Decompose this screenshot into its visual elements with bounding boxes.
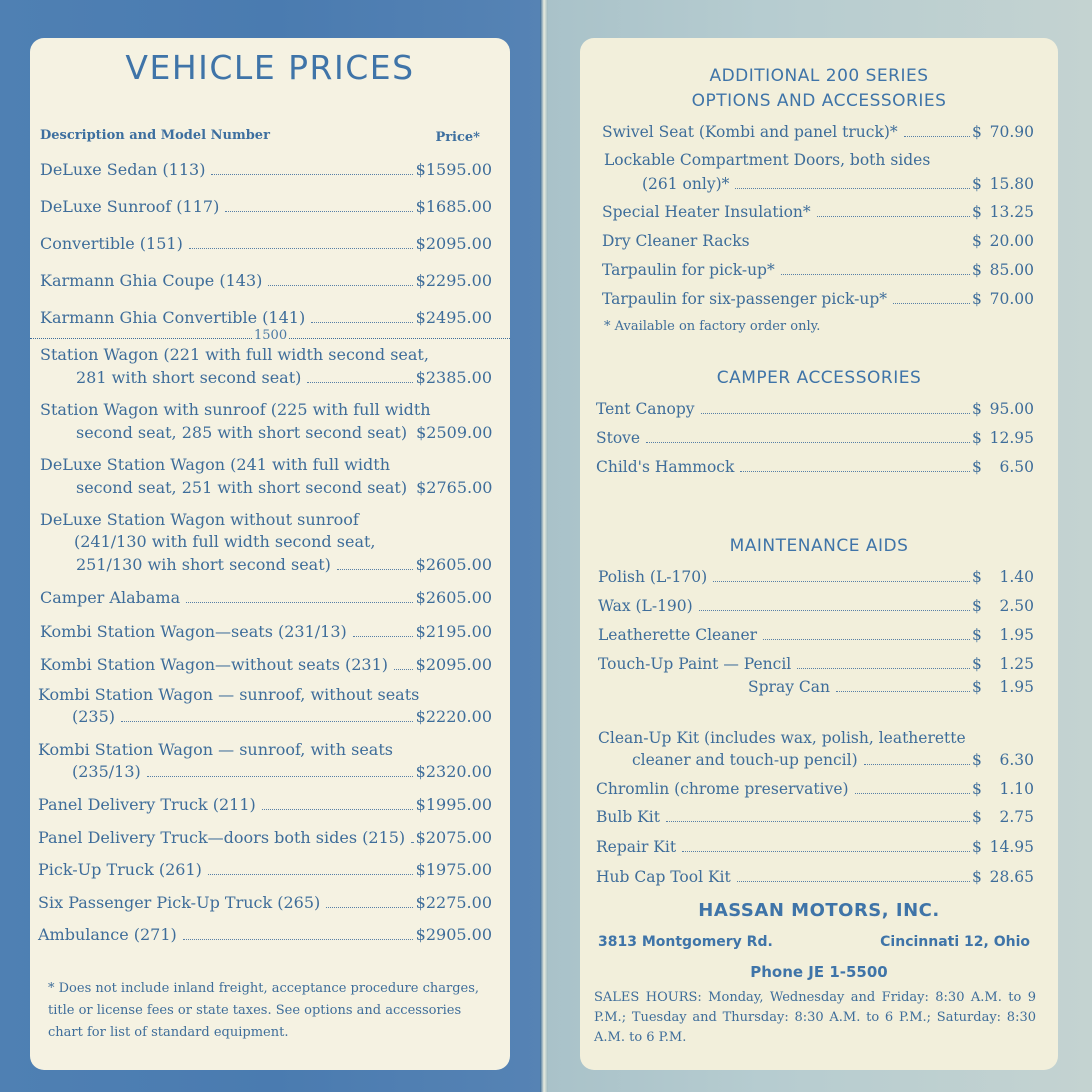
price-row [76, 368, 492, 387]
options-footnote: * Available on factory order only. [604, 319, 821, 334]
item-label-line3: 251/130 wih short second seat) [76, 555, 331, 574]
maintenance-price: 1.25 [999, 655, 1034, 673]
price-row [72, 707, 492, 726]
maintenance-label: Polish (L-170) [598, 568, 708, 586]
price-row [40, 234, 492, 253]
kit-price: 1.10 [999, 780, 1034, 798]
dealer-address: 3813 Montgomery Rd. [598, 934, 773, 950]
item-price: $2075.00 [415, 828, 492, 847]
maintenance-price: 1.40 [999, 568, 1034, 586]
maintenance-row: Leatherette Cleaner $ 1.95 [598, 626, 1034, 644]
item-label: Six Passenger Pick-Up Truck (265) [38, 893, 321, 912]
option-label-line1: Lockable Compartment Doors, both sides [604, 151, 931, 169]
price-row [38, 860, 492, 879]
price-row [40, 197, 492, 216]
item-price: $2495.00 [415, 308, 492, 327]
kit-price: 6.30 [999, 751, 1034, 769]
price-row [40, 622, 492, 641]
kit-label: Chromlin (chrome preservative) [596, 780, 849, 798]
option-label: Dry Cleaner Racks [602, 232, 750, 250]
item-price: $1595.00 [415, 160, 492, 179]
kit-price: 2.75 [999, 808, 1034, 826]
item-price: $2605.00 [415, 588, 492, 607]
kit-label: Hub Cap Tool Kit [596, 868, 731, 886]
price-row [38, 893, 492, 912]
maintenance-price: 1.95 [999, 678, 1034, 696]
maintenance-row: Polish (L-170) $ 1.40 [598, 568, 1034, 586]
kit-label: Repair Kit [596, 838, 677, 856]
option-price: 20.00 [989, 232, 1034, 250]
item-label: Karmann Ghia Coupe (143) [40, 271, 263, 290]
camper-price: 12.95 [989, 429, 1034, 447]
option-row: Tarpaulin for six-passenger pick-up* $ 70.00 [602, 290, 1034, 308]
kit-row: Bulb Kit $ 2.75 [596, 808, 1034, 826]
column-header-description: Description and Model Number [40, 128, 270, 143]
option-row: Tarpaulin for pick-up* $ 85.00 [602, 261, 1034, 279]
kit-price: 14.95 [989, 838, 1034, 856]
options-title-line2: OPTIONS AND ACCESSORIES [691, 91, 947, 111]
sales-hours: SALES HOURS: Monday, Wednesday and Friday: 8:30 A.M. to 9 P.M.; Tuesday and Thursday: 8:30 A.M. to 6 P.M.; Saturday: 8:30 A.M. to 6 P.M. [594, 990, 1036, 1045]
price-row [40, 308, 492, 327]
item-price: $1975.00 [415, 860, 492, 879]
item-label: Kombi Station Wagon—without seats (231) [40, 655, 389, 674]
item-price: $2195.00 [415, 622, 492, 641]
price-row [40, 655, 492, 674]
option-row: Special Heater Insulation* $ 13.25 [602, 203, 1034, 221]
item-label: Kombi Station Wagon—seats (231/13) [40, 622, 347, 641]
vehicle-prices-panel [30, 38, 510, 1070]
item-label-line1: DeLuxe Station Wagon (241 with full width [40, 455, 390, 474]
option-label: Special Heater Insulation* [602, 203, 811, 221]
price-row [38, 925, 492, 944]
option-label: Swivel Seat (Kombi and panel truck)* [602, 123, 898, 141]
item-price: $1685.00 [415, 197, 492, 216]
footnote: * Does not include inland freight, acceptance procedure charges, title or license fees or state taxes. See options and accessories chart for list of standard equipment. [48, 981, 480, 1040]
camper-price: 6.50 [999, 458, 1034, 476]
divider-note: 1500 [254, 328, 288, 343]
item-label-line1: Station Wagon with sunroof (225 with full width [40, 400, 431, 419]
camper-label: Child's Hammock [596, 458, 735, 476]
item-label-line2: (235/13) [72, 762, 141, 781]
item-label-line2: 281 with short second seat) [76, 368, 302, 387]
item-price: $2275.00 [415, 893, 492, 912]
kit-row: Chromlin (chrome preservative) $ 1.10 [596, 780, 1034, 798]
item-price: $2605.00 [415, 555, 492, 574]
item-price: $2385.00 [415, 368, 492, 387]
maintenance-row: Spray Can $ 1.95 [748, 678, 1034, 696]
camper-row: Tent Canopy $ 95.00 [596, 400, 1034, 418]
page-fold [540, 0, 548, 1092]
kit-label-line2: cleaner and touch-up pencil) [632, 751, 858, 769]
price-row [40, 271, 492, 290]
item-label: Panel Delivery Truck (211) [38, 795, 256, 814]
maintenance-price: 1.95 [999, 626, 1034, 644]
camper-title: CAMPER ACCESSORIES [716, 368, 922, 388]
price-row [38, 795, 492, 814]
maintenance-label: Leatherette Cleaner [598, 626, 758, 644]
item-label-line1: Kombi Station Wagon — sunroof, without seats [38, 685, 420, 704]
item-price: $2295.00 [415, 271, 492, 290]
item-label-line1: Kombi Station Wagon — sunroof, with seats [38, 740, 393, 759]
camper-label: Tent Canopy [596, 400, 695, 418]
option-label-line2: (261 only)* [642, 175, 730, 193]
page-title: VEHICLE PRICES [125, 48, 415, 87]
price-row [40, 588, 492, 607]
kit-price: 28.65 [989, 868, 1034, 886]
maintenance-row: Wax (L-190) $ 2.50 [598, 597, 1034, 615]
maintenance-label: Wax (L-190) [598, 597, 693, 615]
option-price: 15.80 [989, 175, 1034, 193]
item-price: $2509.00 [416, 423, 493, 442]
kit-row: Hub Cap Tool Kit $ 28.65 [596, 868, 1034, 886]
option-price: 70.00 [989, 290, 1034, 308]
option-row: Swivel Seat (Kombi and panel truck)* $ 70.90 [602, 123, 1034, 141]
option-label: Tarpaulin for pick-up* [602, 261, 775, 279]
item-label-line1: DeLuxe Station Wagon without sunroof [40, 510, 359, 529]
maintenance-label: Spray Can [748, 678, 830, 696]
camper-price: 95.00 [989, 400, 1034, 418]
maintenance-title: MAINTENANCE AIDS [729, 536, 909, 556]
kit-label: Bulb Kit [596, 808, 660, 826]
item-price: $2765.00 [416, 478, 493, 497]
maintenance-price: 2.50 [999, 597, 1034, 615]
option-price: 85.00 [989, 261, 1034, 279]
dealer-city: Cincinnati 12, Ohio [880, 934, 1030, 950]
item-label-line2: second seat, 285 with short second seat) [76, 423, 408, 442]
option-price: 70.90 [989, 123, 1034, 141]
dealer-phone: Phone JE 1-5500 [750, 963, 888, 981]
price-row [72, 762, 492, 781]
camper-label: Stove [596, 429, 641, 447]
camper-row: Child's Hammock $ 6.50 [596, 458, 1034, 476]
kit-label-line1: Clean-Up Kit (includes wax, polish, leatherette [598, 729, 966, 747]
item-label: Pick-Up Truck (261) [38, 860, 202, 879]
item-price: $1995.00 [415, 795, 492, 814]
kit-row: cleaner and touch-up pencil) $ 6.30 [632, 751, 1034, 769]
price-row [76, 423, 492, 442]
price-row [76, 555, 492, 574]
item-price: $2320.00 [415, 762, 492, 781]
item-label: Camper Alabama [40, 588, 181, 607]
option-row: Dry Cleaner Racks $ 20.00 [602, 232, 1034, 250]
item-price: $2095.00 [415, 234, 492, 253]
item-label: Karmann Ghia Convertible (141) [40, 308, 306, 327]
option-row: (261 only)* $ 15.80 [642, 175, 1034, 193]
dealer-name: HASSAN MOTORS, INC. [698, 900, 940, 921]
maintenance-row: Touch-Up Paint — Pencil $ 1.25 [598, 655, 1034, 673]
item-label: Panel Delivery Truck—doors both sides (215) [38, 828, 406, 847]
option-label: Tarpaulin for six-passenger pick-up* [602, 290, 888, 308]
maintenance-label: Touch-Up Paint — Pencil [598, 655, 792, 673]
item-price: $2905.00 [415, 925, 492, 944]
column-header-price: Price* [435, 130, 480, 145]
item-label-line2: (241/130 with full width second seat, [74, 532, 376, 551]
options-title-line1: ADDITIONAL 200 SERIES [709, 66, 929, 86]
item-label: DeLuxe Sunroof (117) [40, 197, 220, 216]
item-label: Ambulance (271) [38, 925, 177, 944]
item-label: Convertible (151) [40, 234, 183, 253]
item-label: DeLuxe Sedan (113) [40, 160, 206, 179]
item-price: $2220.00 [415, 707, 492, 726]
item-label-line1: Station Wagon (221 with full width second seat, [40, 345, 429, 364]
accessories-panel [580, 38, 1058, 1070]
kit-row: Repair Kit $ 14.95 [596, 838, 1034, 856]
item-price: $2095.00 [415, 655, 492, 674]
option-price: 13.25 [989, 203, 1034, 221]
item-label-line2: second seat, 251 with short second seat) [76, 478, 408, 497]
price-row [40, 160, 492, 179]
camper-row: Stove $ 12.95 [596, 429, 1034, 447]
price-row [38, 828, 492, 847]
item-label-line2: (235) [72, 707, 116, 726]
price-row [76, 478, 492, 497]
